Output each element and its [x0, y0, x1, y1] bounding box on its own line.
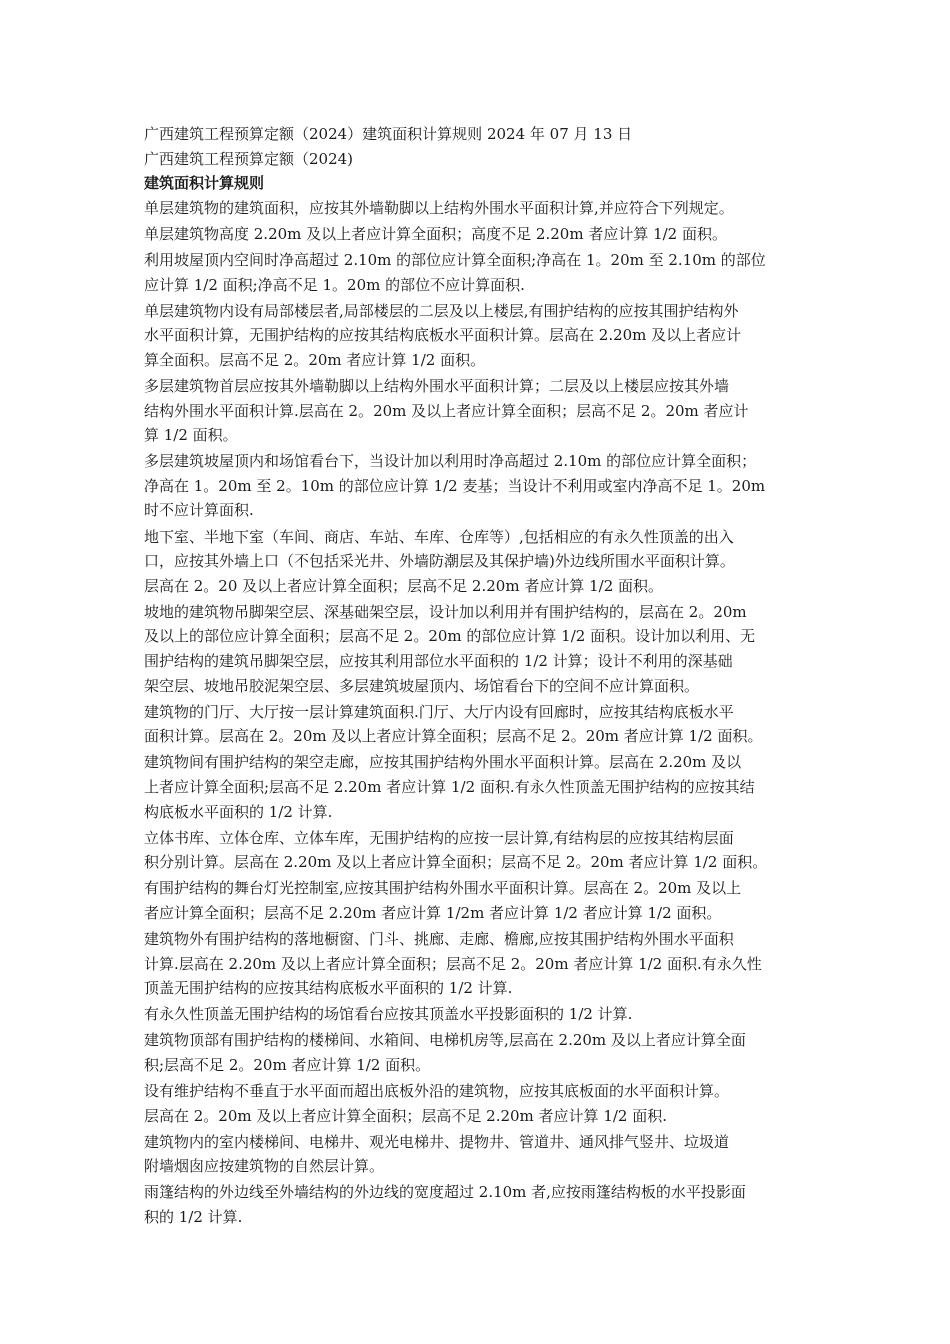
paragraph-line: 层高在 2。20m 及以上者应计算全面积；层高不足 2.20m 者应计算 1/2 面积. [144, 1106, 667, 1125]
paragraph-line: 算 1/2 面积。 [144, 426, 238, 445]
paragraph-line: 应计算 1/2 面积;净高不足 1。20m 的部位不应计算面积. [144, 275, 525, 294]
rule-paragraph [144, 826, 810, 875]
paragraph-line: 水平面积计算，无围护结构的应按其结构底板水平面积计算。层高在 2.20m 及以上者应计 [144, 326, 742, 345]
rule-paragraph [144, 600, 810, 698]
paragraph-line: 设有维护结构不垂直于水平面而超出底板外沿的建筑物，应按其底板面的水平面积计算。 [144, 1082, 730, 1101]
paragraph-line: 层高在 2。20 及以上者应计算全面积；层高不足 2.20m 者应计算 1/2 面积。 [144, 576, 664, 595]
rule-paragraph [144, 1002, 810, 1027]
paragraph-line: 积的 1/2 计算. [144, 1208, 243, 1227]
paragraph-line: 围护结构的建筑吊脚架空层，应按其利用部位水平面积的 1/2 计算；设计不利用的深基础 [144, 651, 733, 670]
paragraph-line: 雨篷结构的外边线至外墙结构的外边线的宽度超过 2.10m 者,应按雨篷结构板的水平投影面 [144, 1183, 746, 1202]
paragraph-line: 积;层高不足 2。20m 者应计算 1/2 面积。 [144, 1055, 431, 1074]
rule-paragraph [144, 1028, 810, 1077]
paragraph-line: 建筑物内的室内楼梯间、电梯井、观光电梯井、提物井、管道井、通风排气竖井、垃圾道 [144, 1132, 730, 1151]
document-body [144, 122, 810, 1231]
paragraph-line: 建筑物外有围护结构的落地橱窗、门斗、挑廊、走廊、檐廊,应按其围护结构外围水平面积 [144, 930, 734, 948]
rule-paragraph [144, 222, 810, 247]
paragraph-line: 建筑物顶部有围护结构的楼梯间、水箱间、电梯机房等,层高在 2.20m 及以上者应计算全面 [144, 1031, 746, 1050]
paragraph-line: 建筑物的门厅、大厅按一层计算建筑面积.门厅、大厅内设有回廊时，应按其结构底板水平 [144, 702, 734, 721]
paragraph-line: 算全面积。层高不足 2。20m 者应计算 1/2 面积。 [144, 350, 486, 369]
paragraph-line: 多层建筑坡屋顶内和场馆看台下，当设计加以利用时净高超过 2.10m 的部位应计算全面积； [144, 452, 757, 471]
paragraph-line: 地下室、半地下室（车间、商店、车站、车库、仓库等）,包括相应的有永久性顶盖的出入 [144, 527, 734, 546]
paragraph-line: 上者应计算全面积;层高不足 2.20m 者应计算 1/2 面积.有永久性顶盖无围护结构的应按其结 [144, 777, 755, 796]
paragraph-line: 建筑物间有围护结构的架空走廊，应按其围护结构外围水平面积计算。层高在 2.20m 及以 [144, 753, 742, 772]
paragraph-line: 单层建筑物内设有局部楼层者,局部楼层的二层及以上楼层,有围护结构的应按其围护结构外 [144, 301, 739, 320]
paragraph-line: 口，应按其外墙上口（不包括采光井、外墙防潮层及其保护墙)外边线所围水平面积计算。 [144, 552, 735, 571]
rule-paragraph [144, 750, 810, 824]
paragraph-line: 积分别计算。层高在 2.20m 及以上者应计算全面积；层高不足 2。20m 者应计算 1/2 面积。 [144, 853, 768, 872]
rule-paragraph [144, 876, 810, 925]
paragraph-line: 多层建筑物首层应按其外墙勒脚以上结构外围水平面积计算；二层及以上楼层应按其外墙 [144, 376, 730, 395]
rule-paragraph [144, 1180, 810, 1229]
paragraph-line: 有永久性顶盖无围护结构的场馆看台应按其顶盖水平投影面积的 1/2 计算. [144, 1005, 633, 1024]
rule-paragraph [144, 299, 810, 373]
rule-paragraph [144, 927, 810, 1001]
paragraph-line: 立体书库、立体仓库、立体车库，无围护结构的应按一层计算,有结构层的应按其结构层面 [144, 828, 734, 847]
paragraph-line: 单层建筑物的建筑面积，应按其外墙勒脚以上结构外围水平面积计算,并应符合下列规定。 [144, 198, 734, 217]
rule-paragraph [144, 1130, 810, 1179]
paragraph-line: 计算.层高在 2.20m 及以上者应计算全面积；层高不足 2。20m 者应计算 1/2 面积.有永久性 [144, 954, 762, 973]
rule-paragraph [144, 1079, 810, 1128]
paragraph-line: 者应计算全面积；层高不足 2.20m 者应计算 1/2m 者应计算 1/2 者应计算 1/2 面积。 [144, 903, 722, 922]
paragraph-line: 坡地的建筑物吊脚架空层、深基础架空层，设计加以利用并有围护结构的，层高在 2。20m [144, 602, 747, 621]
paragraph-line: 附墙烟囱应按建筑物的自然层计算。 [144, 1157, 385, 1176]
rule-paragraph [144, 525, 810, 599]
paragraph-line: 利用坡屋顶内空间时净高超过 2.10m 的部位应计算全面积;净高在 1。20m 至 2.10m 的部位 [144, 250, 766, 269]
paragraph-line: 构底板水平面积的 1/2 计算. [144, 802, 333, 821]
rule-paragraph [144, 374, 810, 448]
paragraph-line: 净高在 1。20m 至 2。10m 的部位应计算 1/2 麦基；当设计不利用或室内净高不足 1。20m [144, 476, 766, 495]
document-subtitle: 广西建筑工程预算定额（2024) [144, 149, 354, 168]
paragraph-line: 架空层、坡地吊胶泥架空层、多层建筑坡屋顶内、场馆看台下的空间不应计算面积。 [144, 676, 700, 695]
paragraph-line: 单层建筑物高度 2.20m 及以上者应计算全面积；高度不足 2.20m 者应计算 1/2 面积。 [144, 224, 727, 243]
paragraph-line: 结构外围水平面积计算.层高在 2。20m 及以上者应计算全面积；层高不足 2。20m 者应计 [144, 401, 749, 420]
rule-paragraph [144, 700, 810, 749]
header-line: 广西建筑工程预算定额（2024）建筑面积计算规则 2024 年 07 月 13 日 [144, 125, 633, 143]
paragraph-line: 有围护结构的舞台灯光控制室,应按其围护结构外围水平面积计算。层高在 2。20m 及以上 [144, 879, 742, 898]
paragraph-line: 及以上的部位应计算全面积；层高不足 2。20m 的部位应计算 1/2 面积。设计加以利用、无 [144, 627, 756, 646]
section-title: 建筑面积计算规则 [144, 174, 265, 193]
rule-paragraph [144, 449, 810, 523]
paragraph-line: 顶盖无围护结构的应按其结构底板水平面积的 1/2 计算. [144, 979, 513, 998]
rule-paragraph [144, 196, 810, 221]
paragraph-list [144, 196, 810, 1230]
paragraph-line: 时不应计算面积. [144, 501, 254, 520]
rule-paragraph [144, 248, 810, 297]
paragraph-line: 面积计算。层高在 2。20m 及以上者应计算全面积；层高不足 2。20m 者应计算 1/2 面积。 [144, 727, 763, 746]
